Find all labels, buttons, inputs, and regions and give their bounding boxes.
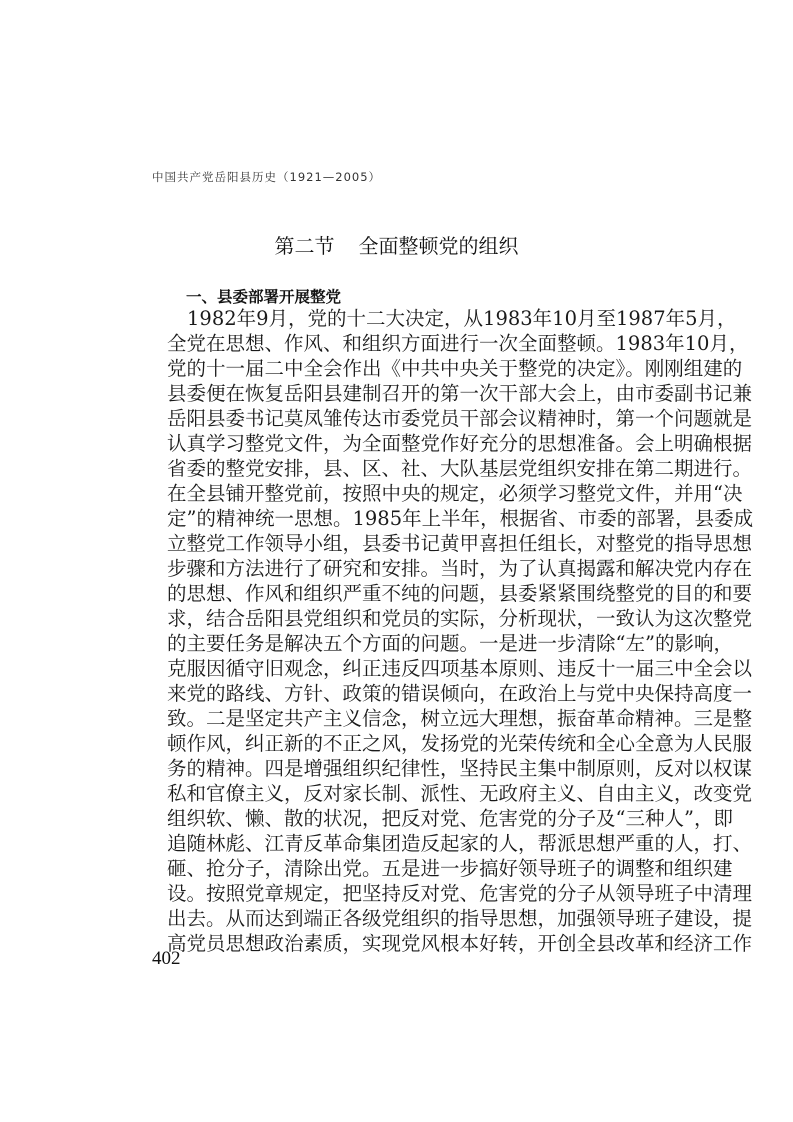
body-line: 岳阳县委书记莫凤雏传达市委党员干部会议精神时，第一个问题就是 [167, 407, 753, 430]
sub-heading: 一、县委部署开展整党 [186, 288, 342, 306]
page-number: 402 [152, 948, 181, 969]
body-line: 的主要任务是解决五个方面的问题。一是进一步清除“左”的影响， [167, 632, 733, 655]
section-number: 第二节 [274, 234, 335, 258]
body-line: 私和官僚主义，反对家长制、派性、无政府主义、自由主义，改变党 [167, 782, 753, 805]
body-line: 砸、抢分子，清除出党。五是进一步搞好领导班子的调整和组织建 [167, 857, 733, 880]
section-title-text: 全面整顿党的组织 [358, 234, 519, 258]
body-line: 务的精神。四是增强组织纪律性，坚持民主集中制原则，反对以权谋 [167, 757, 753, 780]
body-line: 认真学习整党文件，为全面整党作好充分的思想准备。会上明确根据 [167, 432, 753, 455]
body-line: 来党的路线、方针、政策的错误倾向，在政治上与党中央保持高度一 [167, 682, 753, 705]
body-line: 出去。从而达到端正各级党组织的指导思想，加强领导班子建设，提 [167, 907, 753, 930]
body-line: 克服因循守旧观念，纠正违反四项基本原则、违反十一届三中全会以 [167, 657, 753, 680]
body-line: 顿作风，纠正新的不正之风，发扬党的光荣传统和全心全意为人民服 [167, 732, 753, 755]
body-line: 设。按照党章规定，把坚持反对党、危害党的分子从领导班子中清理 [167, 882, 753, 905]
body-line: 在全县铺开整党前，按照中央的规定，必须学习整党文件，并用“决 [167, 482, 743, 505]
body-line: 定”的精神统一思想。1985年上半年，根据省、市委的部署，县委成 [167, 507, 754, 530]
body-line: 高党员思想政治素质，实现党风根本好转，开创全县改革和经济工作 [167, 932, 753, 955]
body-line: 全党在思想、作风、和组织方面进行一次全面整顿。1983年10月， [167, 332, 749, 355]
body-line: 省委的整党安排，县、区、社、大队基层党组织安排在第二期进行。 [167, 457, 753, 480]
body-line: 1982年9月，党的十二大决定，从1983年10月至1987年5月， [187, 307, 737, 330]
body-line: 组织软、懒、散的状况，把反对党、危害党的分子及“三种人”，即 [167, 807, 733, 830]
body-line: 追随林彪、江青反革命集团造反起家的人，帮派思想严重的人，打、 [167, 832, 753, 855]
body-line: 求，结合岳阳县党组织和党员的实际，分析现状，一致认为这次整党 [167, 607, 753, 630]
body-line: 致。二是坚定共产主义信念，树立远大理想，振奋革命精神。三是整 [167, 707, 753, 730]
body-line: 的思想、作风和组织严重不纯的问题，县委紧紧围绕整党的目的和要 [167, 582, 753, 605]
body-text [167, 306, 754, 956]
section-title [0, 230, 793, 259]
body-line: 县委便在恢复岳阳县建制召开的第一次干部大会上，由市委副书记兼 [167, 382, 753, 405]
body-line: 立整党工作领导小组，县委书记黄甲喜担任组长，对整党的指导思想 [167, 532, 753, 555]
running-head: 中国共产党岳阳县历史（1921—2005） [152, 170, 382, 184]
body-line: 步骤和方法进行了研究和安排。当时，为了认真揭露和解决党内存在 [167, 557, 753, 580]
body-line: 党的十一届二中全会作出《中共中央关于整党的决定》。刚刚组建的 [167, 357, 743, 380]
